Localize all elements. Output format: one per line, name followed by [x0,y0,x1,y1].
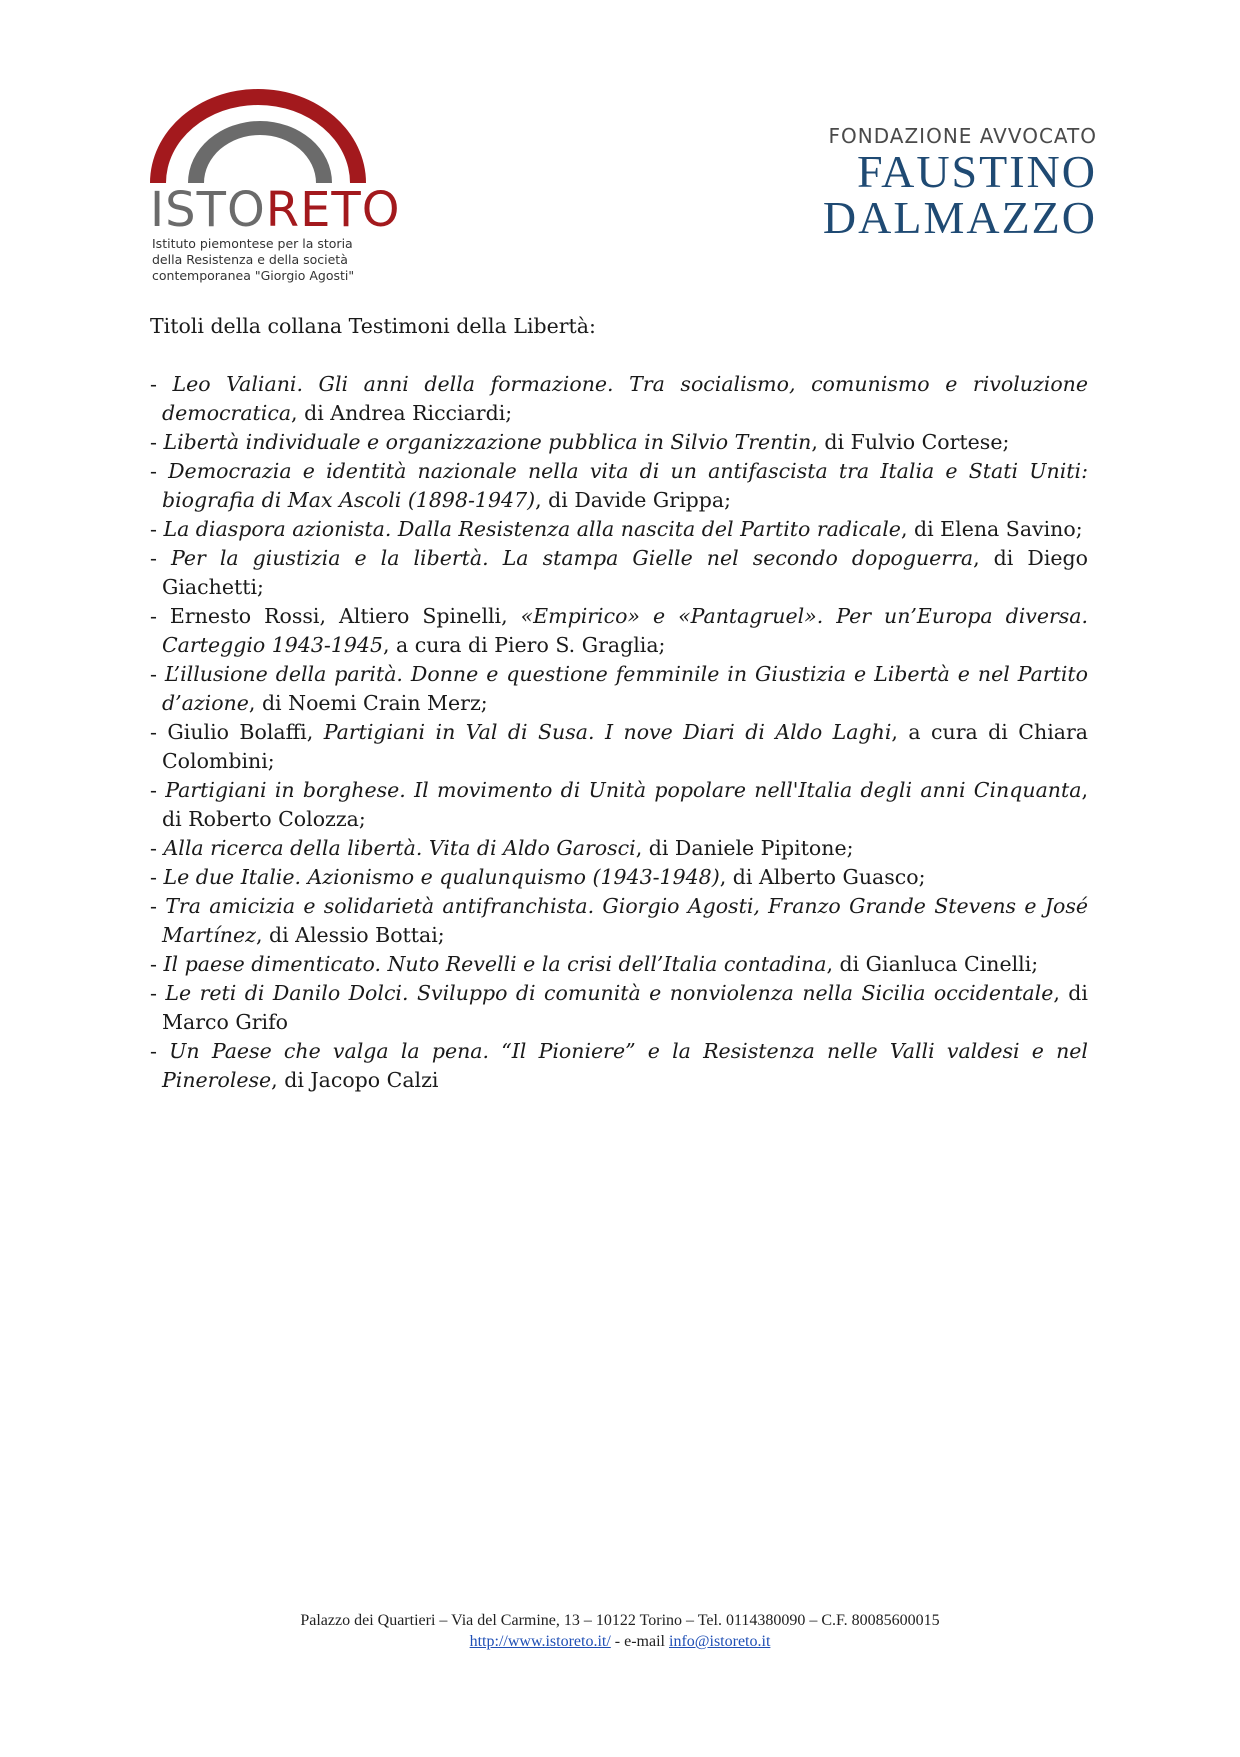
list-item-title: Leo Valiani. Gli anni della formazione. Tra socialismo, comunismo e rivoluzione democratica [162,372,1088,425]
istoreto-arch-icon [146,88,376,188]
list-item [150,892,1088,950]
list-item-credit: , di Roberto Colozza; [162,778,1088,831]
list-item [150,979,1088,1037]
list-item-dash: - [150,430,164,454]
list-item-credit: , di Noemi Crain Merz; [248,691,488,715]
list-item-dash: - [150,836,164,860]
list-item [150,718,1088,776]
footer-contacts [0,1631,1240,1652]
istoreto-word-part2: RETO [265,182,401,238]
list-item [150,834,1088,863]
list-item-title: Le due Italie. Azionismo e qualunquismo (1943-1948) [163,865,720,889]
list-item [150,428,1088,457]
list-item-title: Partigiani in borghese. Il movimento di Unità popolare nell'Italia degli anni Cinquanta [165,778,1082,802]
list-item [150,370,1088,428]
list-item-title: Il paese dimenticato. Nuto Revelli e la crisi dell’Italia contadina [163,952,827,976]
list-item-author: Ernesto Rossi, Altiero Spinelli, [169,604,521,628]
list-item-credit: , a cura di Piero S. Graglia; [383,633,666,657]
list-item-credit: , di Gianluca Cinelli; [826,952,1039,976]
istoreto-wordmark [150,182,401,238]
list-item-dash: - [150,459,169,483]
list-item [150,660,1088,718]
list-item-title: La diaspora azionista. Dalla Resistenza alla nascita del Partito radicale [163,517,901,541]
list-item-dash: - [150,894,166,918]
istoreto-subtitle-line: contemporanea "Giorgio Agosti" [152,268,355,283]
list-item-credit: , a cura di Chiara Colombini; [162,720,1088,773]
list-item-dash: - [150,372,173,396]
list-item-title: L’illusione della parità. Donne e questione femminile in Giustizia e Libertà e nel Partito d’azione [162,662,1088,715]
list-item-title: Per la giustizia e la libertà. La stampa Gielle nel secondo dopoguerra [170,546,974,570]
list-item-credit: , di Alessio Bottai; [255,923,445,947]
list-item-author: Giulio Bolaffi, [167,720,324,744]
list-item-credit: , di Fulvio Cortese; [811,430,1010,454]
istoreto-subtitle-line: Istituto piemontese per la storia [152,236,353,251]
website-link[interactable]: http://www.istoreto.it/ [469,1633,611,1650]
istoreto-subtitle-line: della Resistenza e della società [152,252,348,267]
list-item-credit: , di Daniele Pipitone; [635,836,854,860]
email-link[interactable]: info@istoreto.it [669,1633,771,1650]
list-item-credit: , di Jacopo Calzi [271,1068,439,1092]
list-item-title: «Empirico» e «Pantagruel». Per un’Europa diversa. Carteggio 1943-1945 [162,604,1089,657]
fondazione-logo [822,124,1097,243]
list-item-title: Un Paese che valga la pena. “Il Pioniere” e la Resistenza nelle Valli valdesi e nel Pinerolese [162,1039,1088,1092]
list-item-title: Tra amicizia e solidarietà antifranchista. Giorgio Agosti, Franzo Grande Stevens e José Martínez [162,894,1088,947]
list-item-dash: - [150,662,165,686]
fondazione-name-line2: DALMAZZO [822,192,1097,243]
list-item [150,950,1088,979]
list-item-title: Le reti di Danilo Dolci. Sviluppo di comunità e nonviolenza nella Sicilia occidentale [165,981,1054,1005]
document-body [150,312,1088,1095]
list-item-dash: - [150,517,164,541]
list-item-dash: - [150,546,171,570]
list-item-credit: , di Davide Grippa; [535,488,732,512]
list-item-title: Alla ricerca della libertà. Vita di Aldo Garosci [163,836,636,860]
footer-address: Palazzo dei Quartieri – Via del Carmine, 13 – 10122 Torino – Tel. 0114380090 – C.F. 80085600015 [300,1612,940,1629]
list-item-dash: - [150,604,170,628]
fondazione-name-line1: FAUSTINO [856,146,1097,197]
series-heading: Titoli della collana Testimoni della Libertà: [150,314,596,338]
list-item-title: Libertà individuale e organizzazione pubblica in Silvio Trentin [163,430,812,454]
email-label: - e-mail [610,1633,669,1650]
istoreto-subtitle [152,236,392,284]
list-item-credit: , di Diego Giachetti; [162,546,1088,599]
list-item-title: Partigiani in Val di Susa. I nove Diari di Aldo Laghi [323,720,892,744]
list-item [150,602,1088,660]
list-item-dash: - [150,865,164,889]
list-item [150,1037,1088,1095]
list-item [150,457,1088,515]
list-item-credit: , di Marco Grifo [162,981,1088,1034]
fondazione-top-line: FONDAZIONE AVVOCATO [828,124,1097,148]
series-title-list [150,370,1088,1095]
list-item-credit: , di Alberto Guasco; [719,865,926,889]
list-item-dash: - [150,1039,170,1063]
list-item-dash: - [150,720,168,744]
list-item [150,544,1088,602]
list-item [150,863,1088,892]
list-item-credit: , di Elena Savino; [900,517,1083,541]
list-item-dash: - [150,981,166,1005]
istoreto-logo [146,88,401,288]
list-item-dash: - [150,778,166,802]
istoreto-word-part1: ISTO [150,182,266,238]
list-item-credit: , di Andrea Ricciardi; [291,401,513,425]
list-item-dash: - [150,952,164,976]
footer [0,1610,1240,1652]
list-item [150,515,1088,544]
list-item [150,776,1088,834]
list-item-title: Democrazia e identità nazionale nella vita di un antifascista tra Italia e Stati Uniti: biografia di Max Ascoli (1898-1947) [162,459,1088,512]
